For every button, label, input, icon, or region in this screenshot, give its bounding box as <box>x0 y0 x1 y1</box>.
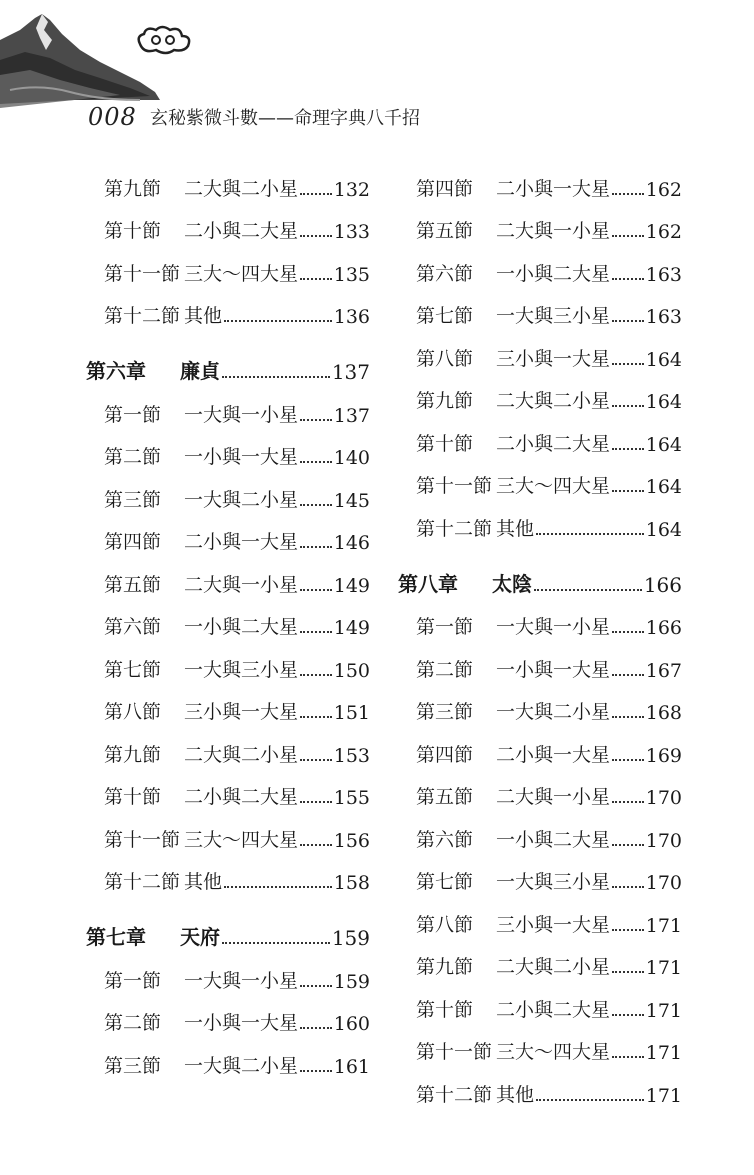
toc-entry <box>86 852 370 895</box>
toc-left-column <box>86 158 370 1078</box>
section-title: 二小與二大星 <box>496 998 611 1021</box>
section-number: 第十節 <box>104 786 162 808</box>
page-header <box>0 0 754 140</box>
dot-leader <box>300 1027 332 1029</box>
page-ref: 169 <box>645 744 682 767</box>
section-title: 二小與一大星 <box>496 743 611 766</box>
section-title: 一小與一大星 <box>184 1012 299 1034</box>
section-title: 其他 <box>496 1083 535 1106</box>
toc-entry <box>398 371 682 414</box>
section-number: 第十一節 <box>416 475 493 497</box>
page-ref: 171 <box>645 957 682 979</box>
page-ref: 164 <box>645 518 682 541</box>
page-ref: 156 <box>333 829 370 852</box>
dot-leader <box>612 971 644 973</box>
toc-entry <box>398 243 682 286</box>
dot-leader <box>612 674 644 676</box>
page-ref: 132 <box>333 178 370 201</box>
section-number: 第三節 <box>416 701 474 723</box>
page-ref: 145 <box>333 489 370 512</box>
cloud-ornament-icon <box>134 24 194 56</box>
chapter-heading <box>398 563 682 597</box>
section-number: 第五節 <box>416 220 474 242</box>
dot-leader <box>612 716 644 718</box>
toc-right-column <box>398 158 682 1107</box>
page-ref: 160 <box>333 1013 370 1035</box>
toc-entry <box>398 201 682 244</box>
page-ref: 170 <box>645 829 682 852</box>
toc-entry <box>398 413 682 456</box>
section-number: 第十節 <box>416 432 474 455</box>
dot-leader <box>612 759 644 761</box>
dot-leader <box>612 801 644 803</box>
page-ref: 136 <box>333 306 370 328</box>
toc-entry <box>86 554 370 597</box>
toc-entry <box>398 852 682 895</box>
section-title: 一大與三小星 <box>184 658 299 681</box>
section-title: 三小與一大星 <box>496 913 611 936</box>
dot-leader <box>300 759 332 761</box>
dot-leader <box>300 844 332 846</box>
section-title: 一大與三小星 <box>496 305 611 327</box>
page-ref: 146 <box>333 532 370 554</box>
chapter-heading <box>86 916 370 950</box>
page-ref: 151 <box>333 702 370 724</box>
section-title: 二小與二大星 <box>184 220 299 242</box>
section-title: 三大～四大星 <box>496 475 611 497</box>
dot-leader <box>300 278 332 280</box>
page-ref: 159 <box>333 970 370 993</box>
page-ref: 133 <box>333 221 370 243</box>
section-title: 一小與二大星 <box>496 828 611 851</box>
page-ref: 161 <box>333 1055 370 1078</box>
dot-leader <box>534 589 642 591</box>
section-number: 第二節 <box>416 658 474 681</box>
section-title: 二小與二大星 <box>496 432 611 455</box>
page-ref: 170 <box>645 872 682 894</box>
dot-leader <box>300 589 332 591</box>
dot-leader <box>222 376 330 378</box>
chapter-title: 太陰 <box>492 571 532 596</box>
page-ref: 159 <box>331 926 370 950</box>
section-number: 第四節 <box>416 743 474 766</box>
dot-leader <box>612 929 644 931</box>
dot-leader <box>612 193 644 195</box>
section-number: 第十二節 <box>104 305 181 327</box>
page-ref: 158 <box>333 872 370 894</box>
section-number: 第八節 <box>416 347 474 370</box>
dot-leader <box>612 278 644 280</box>
page-ref: 171 <box>645 999 682 1022</box>
dot-leader <box>222 942 330 944</box>
toc-entry <box>398 937 682 980</box>
section-title: 一小與一大星 <box>184 446 299 468</box>
toc-entry <box>86 993 370 1036</box>
section-number: 第一節 <box>104 969 162 992</box>
page-ref: 171 <box>645 1084 682 1107</box>
chapter-heading <box>86 350 370 384</box>
section-number: 第九節 <box>416 956 474 978</box>
section-number: 第十二節 <box>416 1083 493 1106</box>
page-ref: 164 <box>645 348 682 371</box>
toc-entry <box>86 158 370 201</box>
page-ref: 153 <box>333 744 370 767</box>
toc-entry <box>398 724 682 767</box>
section-title: 一大與二小星 <box>496 701 611 723</box>
toc-entry <box>86 469 370 512</box>
page-ref: 171 <box>645 1042 682 1064</box>
section-number: 第二節 <box>104 446 162 468</box>
toc-entry <box>398 456 682 499</box>
section-title: 二大與二小星 <box>496 956 611 978</box>
section-title: 二大與一小星 <box>496 220 611 242</box>
dot-leader <box>224 886 332 888</box>
section-number: 第二節 <box>104 1012 162 1034</box>
section-number: 第六節 <box>416 828 474 851</box>
page-ref: 166 <box>643 572 682 597</box>
toc-entry <box>86 201 370 244</box>
dot-leader <box>224 320 332 322</box>
section-title: 一小與二大星 <box>184 616 299 638</box>
toc-entry <box>86 767 370 810</box>
page-ref: 167 <box>645 659 682 682</box>
section-number: 第十節 <box>416 998 474 1021</box>
section-title: 二大與二小星 <box>496 390 611 412</box>
toc-entry <box>398 1022 682 1065</box>
chapter-title: 廉貞 <box>180 359 220 383</box>
dot-leader <box>612 363 644 365</box>
section-title: 二大與二小星 <box>184 743 299 766</box>
page-number: 008 <box>88 103 137 131</box>
section-title: 一大與二小星 <box>184 1054 299 1077</box>
toc-entry <box>86 427 370 470</box>
section-title: 二大與二小星 <box>184 177 299 200</box>
dot-leader <box>612 1056 644 1058</box>
chapter-number: 第八章 <box>398 571 458 596</box>
dot-leader <box>612 405 644 407</box>
section-number: 第九節 <box>416 390 474 412</box>
dot-leader <box>300 716 332 718</box>
dot-leader <box>612 448 644 450</box>
section-title: 一大與一小星 <box>184 403 299 426</box>
section-number: 第九節 <box>104 177 162 200</box>
section-number: 第七節 <box>416 871 474 893</box>
toc-entry <box>86 286 370 329</box>
page-ref: 166 <box>645 617 682 639</box>
section-number: 第五節 <box>104 573 162 596</box>
dot-leader <box>612 631 644 633</box>
section-title: 二大與一小星 <box>496 786 611 808</box>
section-number: 第七節 <box>416 305 474 327</box>
page-ref: 140 <box>333 447 370 469</box>
section-number: 第六節 <box>416 262 474 285</box>
page-ref: 171 <box>645 914 682 937</box>
section-number: 第三節 <box>104 1054 162 1077</box>
section-title: 二小與一大星 <box>496 177 611 200</box>
dot-leader <box>536 1099 644 1101</box>
chapter-number: 第六章 <box>86 359 146 383</box>
page-ref: 149 <box>333 617 370 639</box>
toc-entry <box>398 894 682 937</box>
section-title: 二大與一小星 <box>184 573 299 596</box>
section-number: 第十一節 <box>104 828 181 851</box>
chapter-title: 天府 <box>180 925 220 949</box>
section-title: 一小與二大星 <box>496 262 611 285</box>
page-ref: 162 <box>645 221 682 243</box>
page-ref: 163 <box>645 306 682 328</box>
section-number: 第五節 <box>416 786 474 808</box>
dot-leader <box>300 193 332 195</box>
section-title: 一大與三小星 <box>496 871 611 893</box>
dot-leader <box>612 844 644 846</box>
dot-leader <box>612 886 644 888</box>
toc-entry <box>398 286 682 329</box>
dot-leader <box>300 674 332 676</box>
toc-entry <box>86 682 370 725</box>
section-number: 第十一節 <box>104 262 181 285</box>
toc-entry <box>86 512 370 555</box>
section-number: 第四節 <box>416 177 474 200</box>
toc-entry <box>86 809 370 852</box>
dot-leader <box>300 801 332 803</box>
section-title: 三大～四大星 <box>184 262 299 285</box>
dot-leader <box>300 419 332 421</box>
section-title: 三大～四大星 <box>184 828 299 851</box>
toc-entry <box>398 682 682 725</box>
page-ref: 164 <box>645 433 682 456</box>
toc-entry <box>398 158 682 201</box>
toc-entry <box>398 498 682 541</box>
section-title: 三小與一大星 <box>184 701 299 723</box>
toc-entry <box>398 767 682 810</box>
page-ref: 149 <box>333 574 370 597</box>
dot-leader <box>612 1014 644 1016</box>
toc-entry <box>86 1035 370 1078</box>
section-number: 第十二節 <box>416 517 493 540</box>
section-number: 第一節 <box>416 616 474 638</box>
page-ref: 137 <box>331 360 370 384</box>
dot-leader <box>536 533 644 535</box>
dot-leader <box>612 490 644 492</box>
toc-entry <box>86 597 370 640</box>
toc-entry <box>86 243 370 286</box>
page-ref: 162 <box>645 178 682 201</box>
toc-entry <box>398 1064 682 1107</box>
dot-leader <box>612 235 644 237</box>
section-title: 其他 <box>496 517 535 540</box>
dot-leader <box>300 504 332 506</box>
section-title: 一大與一小星 <box>184 969 299 992</box>
toc-entry <box>86 724 370 767</box>
section-title: 二小與二大星 <box>184 786 299 808</box>
section-number: 第六節 <box>104 616 162 638</box>
section-number: 第十節 <box>104 220 162 242</box>
section-number: 第八節 <box>104 701 162 723</box>
page-ref: 163 <box>645 263 682 286</box>
book-title: 玄秘紫微斗數——命理字典八千招 <box>150 108 420 129</box>
dot-leader <box>300 1070 332 1072</box>
section-number: 第十一節 <box>416 1041 493 1063</box>
section-number: 第十二節 <box>104 871 181 893</box>
section-title: 一小與一大星 <box>496 658 611 681</box>
toc-entry <box>398 597 682 640</box>
toc-entry <box>398 809 682 852</box>
section-number: 第三節 <box>104 488 162 511</box>
dot-leader <box>300 461 332 463</box>
page-ref: 168 <box>645 702 682 724</box>
section-title: 其他 <box>184 871 223 893</box>
section-title: 三小與一大星 <box>496 347 611 370</box>
chapter-number: 第七章 <box>86 925 146 949</box>
page-ref: 137 <box>333 404 370 427</box>
section-title: 二小與一大星 <box>184 531 299 553</box>
toc-entry <box>398 328 682 371</box>
section-number: 第一節 <box>104 403 162 426</box>
dot-leader <box>612 320 644 322</box>
section-title: 其他 <box>184 305 223 327</box>
section-number: 第七節 <box>104 658 162 681</box>
dot-leader <box>300 235 332 237</box>
section-title: 一大與二小星 <box>184 488 299 511</box>
section-number: 第九節 <box>104 743 162 766</box>
page-ref: 150 <box>333 659 370 682</box>
dot-leader <box>300 631 332 633</box>
toc-entry <box>398 979 682 1022</box>
page-ref: 164 <box>645 476 682 498</box>
section-title: 三大～四大星 <box>496 1041 611 1063</box>
page-ref: 135 <box>333 263 370 286</box>
dot-leader <box>300 546 332 548</box>
toc-entry <box>86 639 370 682</box>
section-number: 第四節 <box>104 531 162 553</box>
page-ref: 164 <box>645 391 682 413</box>
section-number: 第八節 <box>416 913 474 936</box>
toc-entry <box>398 639 682 682</box>
dot-leader <box>300 985 332 987</box>
toc-entry <box>86 384 370 427</box>
toc-entry <box>86 950 370 993</box>
page-ref: 170 <box>645 787 682 809</box>
section-title: 一大與一小星 <box>496 616 611 638</box>
page-ref: 155 <box>333 787 370 809</box>
